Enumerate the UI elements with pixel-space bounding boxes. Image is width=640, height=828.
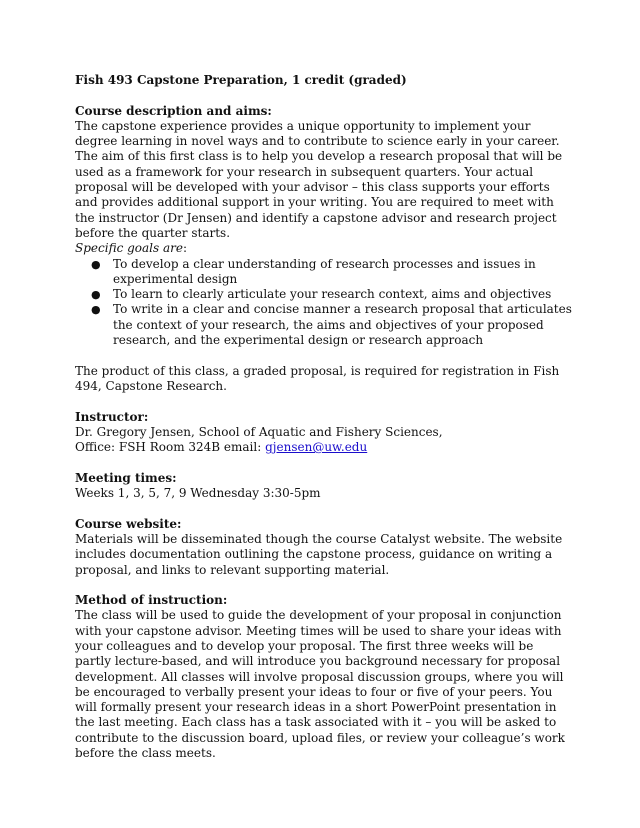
office-text: Office: FSH Room 324B email: bbox=[75, 440, 266, 455]
goal-text-2: To learn to clearly articulate your research context, aims and objectives bbox=[113, 287, 552, 302]
section-meeting-times bbox=[75, 471, 573, 502]
bullet-icon: ● bbox=[91, 288, 101, 302]
method-paragraph: The class will be used to guide the development of your proposal in conjunction with your capstone advisor. Meeting times will be used to share your ideas with your colleagues and to develop your proposal. The first three weeks will be partly lecture-based, and will introduce you background necessary for proposal development. All classes will involve proposal discussion groups, where you will be encouraged to verbally present your ideas to four or five of your peers. You will formally present your research ideas in a short PowerPoint presentation in the last meeting. Each class has a task associated with it – you will be asked to contribute to the discussion board, upload files, or review your colleague’s work before the class meets. bbox=[75, 608, 565, 761]
section-method bbox=[75, 593, 573, 761]
goal-text-3: To write in a clear and concise manner a research proposal that articulates the context of your research, the aims and objectives of your proposed research, and the experimental design or research approach bbox=[113, 302, 572, 348]
description-paragraph: The capstone experience provides a unique opportunity to implement your degree learning in novel ways and to contribute to science early in your career. The aim of this first class is to help you develop a research proposal that will be used as a framework for your research in subsequent quarters. Your actual proposal will be developed with your advisor – this class supports your efforts and provides additional support in your writing. You are required to meet with the instructor (Dr Jensen) and identify a capstone advisor and research project before the quarter starts. bbox=[75, 118, 563, 240]
product-paragraph: The product of this class, a graded proposal, is required for registration in Fish 494, Capstone Research. bbox=[75, 363, 560, 393]
website-paragraph: Materials will be disseminated though the course Catalyst website. The website includes documentation outlining the capstone process, guidance on writing a proposal, and links to relevant supporting material. bbox=[75, 531, 563, 577]
section-heading-method: Method of instruction: bbox=[75, 593, 228, 608]
section-heading-instructor: Instructor: bbox=[75, 409, 149, 424]
goals-intro bbox=[75, 241, 573, 256]
document-title: Fish 493 Capstone Preparation, 1 credit (graded) bbox=[75, 73, 407, 87]
section-heading-description: Course description and aims: bbox=[75, 103, 272, 118]
goals-colon: : bbox=[182, 241, 188, 256]
goal-item-1 bbox=[91, 256, 573, 288]
goal-item-2 bbox=[91, 287, 573, 302]
goals-label: Specific goals are bbox=[75, 241, 183, 256]
instructor-name-line: Dr. Gregory Jensen, School of Aquatic and Fishery Sciences, bbox=[75, 424, 443, 439]
section-course-description bbox=[75, 104, 573, 349]
goals-list bbox=[75, 257, 573, 349]
goal-item-3 bbox=[91, 302, 573, 348]
section-heading-meeting: Meeting times: bbox=[75, 470, 177, 485]
section-heading-website: Course website: bbox=[75, 516, 182, 531]
section-course-website bbox=[75, 517, 573, 578]
section-instructor bbox=[75, 410, 573, 456]
goal-text-1: To develop a clear understanding of research processes and issues in experimental design bbox=[113, 256, 536, 286]
instructor-email-link[interactable]: gjensen@uw.edu bbox=[265, 440, 368, 455]
meeting-times-text: Weeks 1, 3, 5, 7, 9 Wednesday 3:30-5pm bbox=[75, 486, 321, 501]
instructor-office-line bbox=[75, 440, 573, 455]
document-page bbox=[75, 73, 573, 777]
section-product bbox=[75, 364, 573, 395]
bullet-icon: ● bbox=[91, 303, 101, 317]
bullet-icon: ● bbox=[91, 257, 101, 271]
